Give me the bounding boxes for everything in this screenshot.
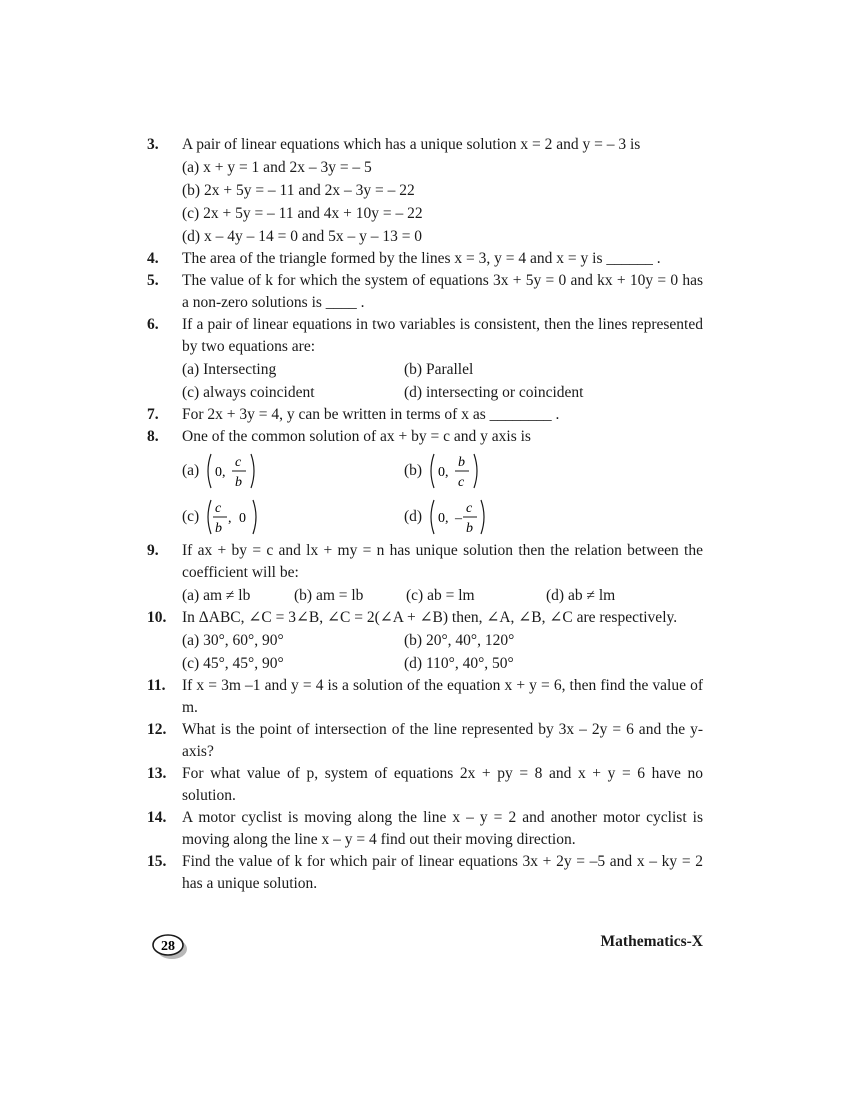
question-text: What is the point of intersection of the line represented by 3x – 2y = 6 and the y-axis? <box>182 721 703 760</box>
question-text: A pair of linear equations which has a unique solution x = 2 and y = – 3 is <box>182 136 641 153</box>
zero-value: 0, <box>438 465 449 480</box>
option-b: (b) am = lb <box>294 587 364 604</box>
question-number: 15. <box>147 853 167 870</box>
option-d <box>404 496 626 538</box>
zero-value: 0, <box>215 465 226 480</box>
fraction-denominator: b <box>215 521 223 536</box>
question-12 <box>147 719 703 763</box>
coordinate-pair <box>203 450 263 492</box>
option-d: (d) 110°, 40°, 50° <box>404 655 514 672</box>
question-text: Find the value of k for which pair of linear equations 3x + 2y = –5 and x – ky = 2 has a unique solution. <box>182 853 703 892</box>
question-list <box>147 134 703 895</box>
question-number: 7. <box>147 406 159 423</box>
option-a: (a) am ≠ lb <box>182 587 251 604</box>
option-c: (c) 2x + 5y = – 11 and 4x + 10y = – 22 <box>182 205 423 222</box>
question-number: 10. <box>147 609 167 626</box>
question-number: 8. <box>147 428 159 445</box>
fraction-denominator: b <box>466 521 474 536</box>
question-text: For what value of p, system of equations 2x + py = 8 and x + y = 6 have no solution. <box>182 765 703 804</box>
question-11 <box>147 675 703 719</box>
option-b: (b) 2x + 5y = – 11 and 2x – 3y = – 22 <box>182 182 415 199</box>
option-b: (b) 20°, 40°, 120° <box>404 632 515 649</box>
option-b <box>404 450 626 492</box>
question-number: 4. <box>147 250 159 267</box>
question-text: The area of the triangle formed by the lines x = 3, y = 4 and x = y is ______ . <box>182 250 661 267</box>
question-text: If a pair of linear equations in two variables is consistent, then the lines represented by two equations are: <box>182 316 703 355</box>
option-c: (c) always coincident <box>182 384 315 401</box>
question-number: 9. <box>147 542 159 559</box>
coordinate-pair <box>426 496 492 538</box>
question-number: 3. <box>147 136 159 153</box>
question-10 <box>147 607 703 675</box>
question-number: 14. <box>147 809 167 826</box>
question-14 <box>147 807 703 851</box>
option-b: (b) Parallel <box>404 361 474 378</box>
question-8 <box>147 426 703 540</box>
page-number-badge <box>152 933 188 960</box>
question-5 <box>147 270 703 314</box>
fraction-numerator: b <box>458 455 466 470</box>
minus-sign: – <box>455 511 463 526</box>
question-9 <box>147 540 703 607</box>
question-3 <box>147 134 703 248</box>
fraction-numerator: c <box>215 501 222 516</box>
option-c: (c) 45°, 45°, 90° <box>182 655 284 672</box>
option-label: (b) <box>404 462 423 479</box>
question-number: 12. <box>147 721 167 738</box>
question-text: In ΔABC, ∠C = 3∠B, ∠C = 2(∠A + ∠B) then, ∠A, ∠B, ∠C are respectively. <box>182 609 678 626</box>
question-text: For 2x + 3y = 4, y can be written in terms of x as ________ . <box>182 406 560 423</box>
fraction-numerator: c <box>235 455 242 470</box>
question-number: 11. <box>147 677 166 694</box>
question-number: 6. <box>147 316 159 333</box>
option-d: (d) intersecting or coincident <box>404 384 584 401</box>
book-title: Mathematics-X <box>600 933 703 950</box>
option-label: (a) <box>182 462 200 479</box>
fraction-denominator: b <box>235 475 243 490</box>
page-number: 28 <box>161 939 175 954</box>
option-d: (d) x – 4y – 14 = 0 and 5x – y – 13 = 0 <box>182 228 423 245</box>
zero-value: 0 <box>239 511 247 526</box>
option-c <box>182 496 404 538</box>
question-6 <box>147 314 703 404</box>
question-text: If ax + by = c and lx + my = n has unique solution then the relation between the coefficient will be: <box>182 542 703 581</box>
question-text: A motor cyclist is moving along the line x – y = 2 and another motor cyclist is moving along the line x – y = 4 find out their moving direction. <box>182 809 703 848</box>
fraction-numerator: c <box>466 501 473 516</box>
question-15 <box>147 851 703 895</box>
option-label: (d) <box>404 508 423 525</box>
option-c: (c) ab = lm <box>406 587 475 604</box>
option-a: (a) 30°, 60°, 90° <box>182 632 284 649</box>
question-number: 5. <box>147 272 159 289</box>
question-text: If x = 3m –1 and y = 4 is a solution of the equation x + y = 6, then find the value of m. <box>182 677 703 716</box>
question-text: The value of k for which the system of equations 3x + 5y = 0 and kx + 10y = 0 has a non-zero solutions is ____ . <box>182 272 703 311</box>
question-4 <box>147 248 703 270</box>
zero-value: 0, <box>438 511 449 526</box>
coordinate-pair <box>426 450 486 492</box>
question-7 <box>147 404 703 426</box>
option-a: (a) x + y = 1 and 2x – 3y = – 5 <box>182 159 372 176</box>
option-a <box>182 450 404 492</box>
option-d: (d) ab ≠ lm <box>546 587 616 604</box>
question-text: One of the common solution of ax + by = c and y axis is <box>182 428 531 445</box>
fraction-denominator: c <box>458 475 465 490</box>
option-a: (a) Intersecting <box>182 361 277 378</box>
question-13 <box>147 763 703 807</box>
question-number: 13. <box>147 765 167 782</box>
coordinate-pair <box>203 496 265 538</box>
svg-text:,: , <box>228 511 232 526</box>
option-label: (c) <box>182 508 200 525</box>
